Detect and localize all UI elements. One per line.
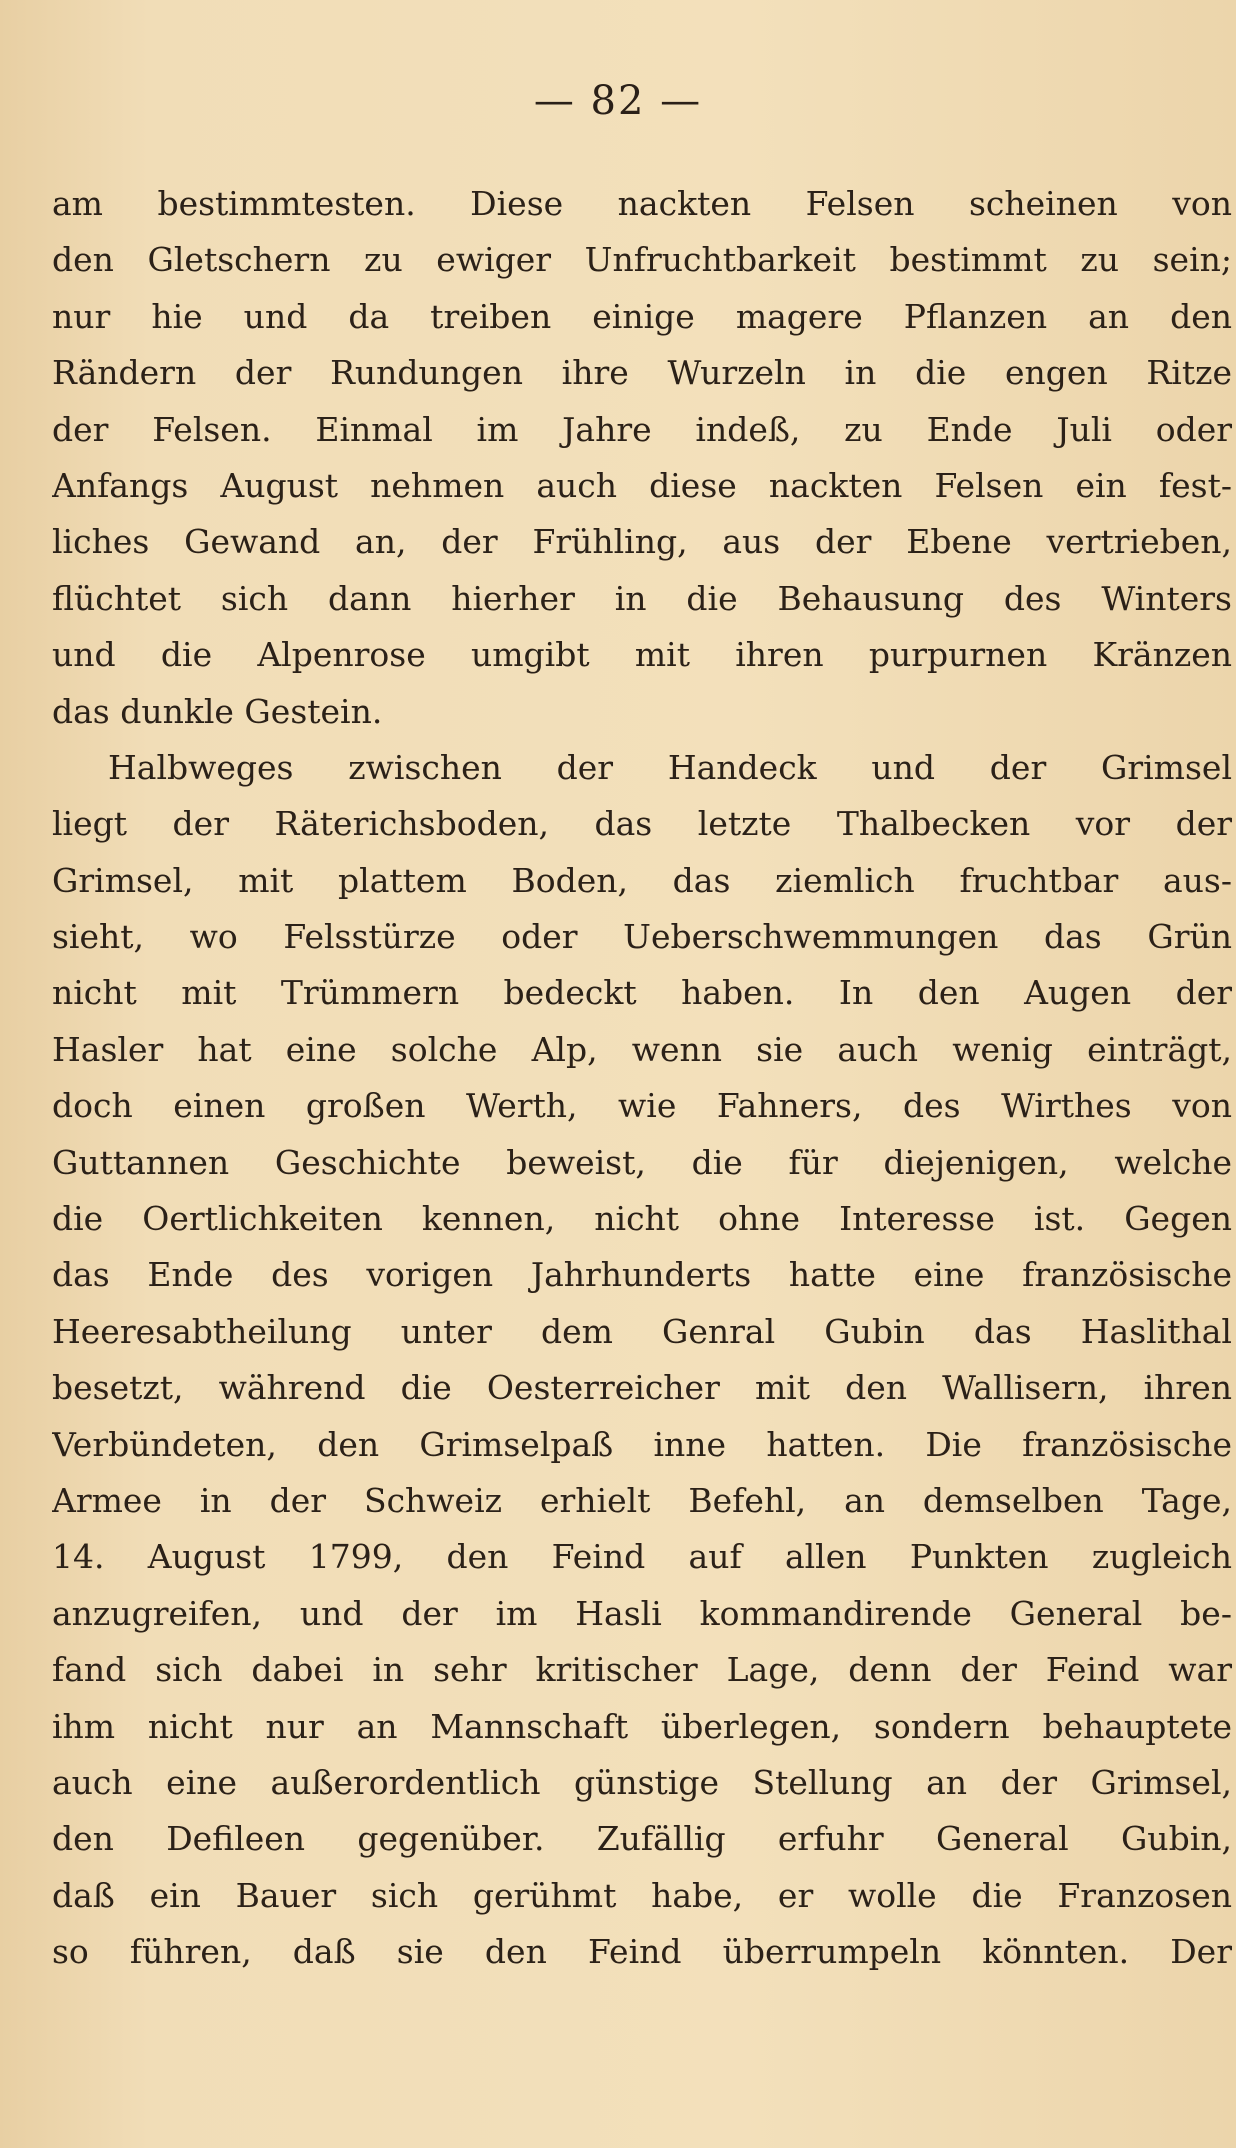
text-line: Heeresabtheilung unter dem Genral Gubin das Haslithal <box>52 1311 1232 1351</box>
text-line: sieht, wo Felsstürze oder Ueberschwemmungen das Grün <box>52 917 1232 957</box>
text-line: 14. August 1799, den Feind auf allen Punkten zugleich <box>52 1537 1232 1577</box>
text-line: doch einen großen Werth, wie Fahners, des Wirthes von <box>52 1086 1232 1126</box>
text-line: liegt der Räterichsboden, das letzte Thalbecken vor der <box>52 804 1232 844</box>
text-line: Guttannen Geschichte beweist, die für diejenigen, welche <box>52 1142 1232 1182</box>
text-line: besetzt, während die Oesterreicher mit den Wallisern, ihren <box>52 1368 1232 1408</box>
page-number: — 82 — <box>533 78 703 124</box>
text-line: fand sich dabei in sehr kritischer Lage, denn der Feind war <box>52 1650 1232 1690</box>
text-line: nicht mit Trümmern bedeckt haben. In den Augen der <box>52 973 1232 1013</box>
text-line: daß ein Bauer sich gerühmt habe, er wolle die Franzosen <box>52 1875 1232 1915</box>
text-line: liches Gewand an, der Frühling, aus der Ebene vertrieben, <box>52 522 1232 562</box>
text-line: am bestimmtesten. Diese nackten Felsen scheinen von <box>52 184 1232 223</box>
text-line: so führen, daß sie den Feind überrumpeln könnten. Der <box>52 1932 1232 1972</box>
text-line: den Gletschern zu ewiger Unfruchtbarkeit bestimmt zu sein; <box>52 240 1232 280</box>
text-line: der Felsen. Einmal im Jahre indeß, zu Ende Juli oder <box>52 409 1232 449</box>
paragraph-start-line: Halbweges zwischen der Handeck und der Grimsel <box>108 747 1232 787</box>
text-line: Rändern der Rundungen ihre Wurzeln in die engen Ritze <box>52 353 1232 393</box>
text-line: Hasler hat eine solche Alp, wenn sie auch wenig einträgt, <box>52 1029 1232 1069</box>
text-line: ihm nicht nur an Mannschaft überlegen, sondern behauptete <box>52 1706 1232 1746</box>
text-line: das Ende des vorigen Jahrhunderts hatte eine französische <box>52 1255 1232 1295</box>
text-line: den Defileen gegenüber. Zufällig erfuhr General Gubin, <box>52 1819 1232 1859</box>
paragraph-end-line: das dunkle Gestein. <box>52 691 383 731</box>
text-line: anzugreifen, und der im Hasli kommandirende General be- <box>52 1593 1232 1633</box>
text-line: flüchtet sich dann hierher in die Behausung des Winters <box>52 578 1232 618</box>
text-line: die Oertlichkeiten kennen, nicht ohne Interesse ist. Gegen <box>52 1199 1232 1239</box>
text-line: Grimsel, mit plattem Boden, das ziemlich fruchtbar aus- <box>52 860 1232 900</box>
body-text <box>52 176 1232 1981</box>
text-line: auch eine außerordentlich günstige Stellung an der Grimsel, <box>52 1762 1232 1802</box>
text-line: Verbündeten, den Grimselpaß inne hatten. Die französische <box>52 1424 1232 1464</box>
text-line: und die Alpenrose umgibt mit ihren purpurnen Kränzen <box>52 635 1232 675</box>
text-line: Anfangs August nehmen auch diese nackten Felsen ein fest- <box>52 465 1232 505</box>
text-line: Armee in der Schweiz erhielt Befehl, an demselben Tage, <box>52 1480 1232 1520</box>
text-line: nur hie und da treiben einige magere Pflanzen an den <box>52 296 1232 336</box>
